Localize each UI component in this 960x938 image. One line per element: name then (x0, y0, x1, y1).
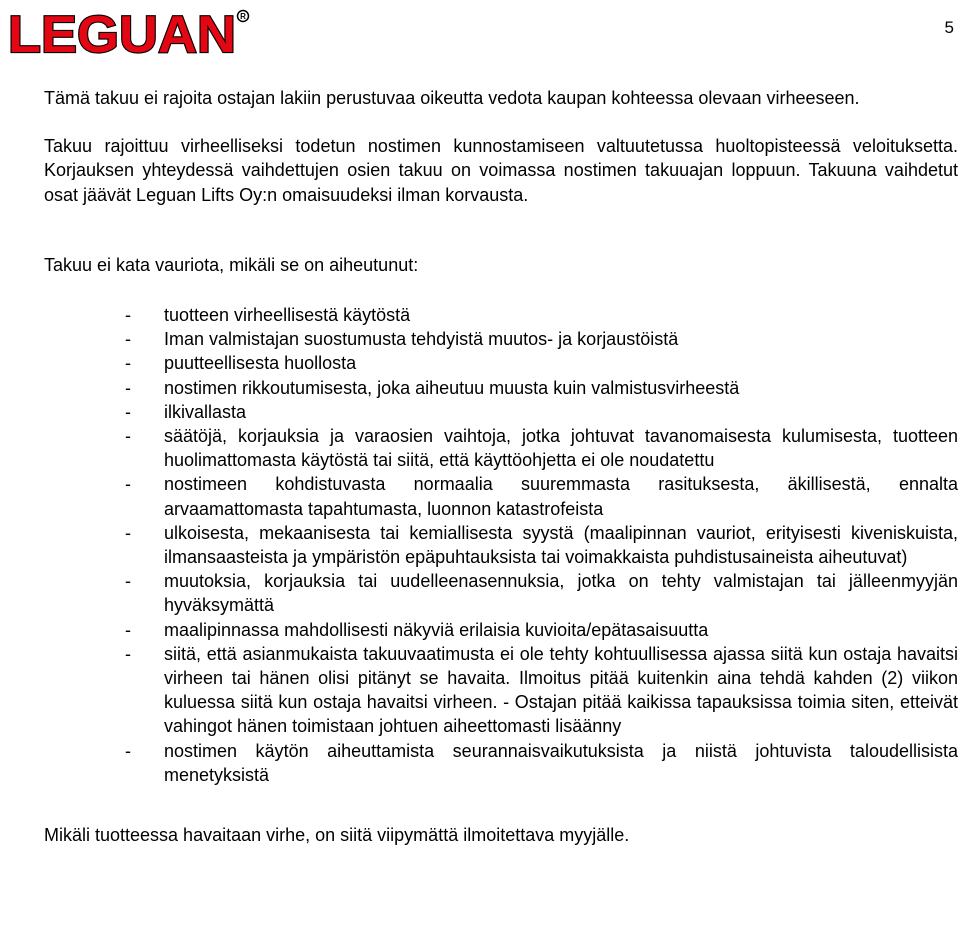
list-item-text: nostimeen kohdistuvasta normaalia suuremmasta rasituksesta, äkillisestä, ennalta arvaamattomasta tapahtumasta, luonnon katastrofeista (164, 474, 958, 519)
page-number: 5 (944, 18, 954, 37)
list-bullet: - (125, 619, 131, 640)
list-item-text: nostimen käytön aiheuttamista seurannaisvaikutuksista ja niistä johtuvista taloudellisista menetyksistä (164, 740, 958, 785)
list-item-text: tuotteen virheellisestä käytöstä (164, 305, 411, 326)
paragraph-warranty-scope: Takuu rajoittuu virheelliseksi todetun nostimen kunnostamiseen valtuutetussa huoltopisteessä veloituksetta. Korjauksen yhteydessä vaihdettujen osien takuu on voimassa nostimen takuuajan loppuun. Takuuna vaihdetut osat jäävät Leguan Lifts Oy:n omaisuudeksi ilman korvausta. (44, 136, 958, 205)
list-bullet: - (125, 305, 131, 326)
list-item-text: maalipinnassa mahdollisesti näkyviä erilaisia kuvioita/epätasaisuutta (164, 619, 709, 640)
list-bullet: - (125, 329, 131, 350)
registered-mark-letter: R (240, 12, 246, 21)
list-item (44, 472, 958, 520)
list-item (44, 739, 958, 787)
list-bullet: - (125, 377, 131, 398)
logo-wordmark: LEGUAN (8, 9, 236, 55)
list-item-text: puutteellisesta huollosta (164, 353, 357, 374)
list-item (44, 424, 958, 472)
list-item-text: muutoksia, korjauksia tai uudelleenasennuksia, jotka on tehty valmistajan tai jälleenmyyjän hyväksymättä (164, 571, 958, 616)
list-item-text: ilkivallasta (164, 401, 247, 422)
list-item (44, 642, 958, 739)
list-item (44, 618, 958, 642)
list-item (44, 521, 958, 569)
list-item-text: säätöjä, korjauksia ja varaosien vaihtoja, jotka johtuvat tavanomaisesta kulumisesta, tuotteen huolimattomasta käytöstä tai siitä, että käyttöohjetta ei ole noudatettu (164, 426, 958, 471)
leguan-logo (8, 9, 250, 55)
list-bullet: - (125, 353, 131, 374)
list-bullet: - (125, 426, 131, 447)
exclusions-list (44, 303, 958, 787)
paragraph-consumer-rights: Tämä takuu ei rajoita ostajan lakiin perustuvaa oikeutta vedota kaupan kohteessa olevaan virheeseen. (44, 88, 860, 108)
list-item-text: siitä, että asianmukaista takuuvaatimusta ei ole tehty kohtuullisessa ajassa siitä kun ostaja havaitsi virheen tai hänen olisi pitänyt se havaita. Ilmoitus pitää kuitenkin aina tehdä kahden (2) viikon kuluessa siitä kun ostaja havaitsi virheen. - Ostajan pitää kaikissa tapauksissa toimia siten, etteivät vahingot hänen toimistaan johtuen aiheettomasti lisäänny (164, 643, 958, 737)
list-item (44, 327, 958, 351)
list-bullet: - (125, 740, 131, 761)
leguan-logo-graphic (8, 9, 250, 55)
exclusions-intro: Takuu ei kata vauriota, mikäli se on aiheutunut: (44, 254, 419, 275)
list-bullet: - (125, 474, 131, 495)
list-bullet: - (125, 571, 131, 592)
list-bullet: - (125, 522, 131, 543)
list-item (44, 569, 958, 617)
list-item (44, 376, 958, 400)
list-item (44, 400, 958, 424)
list-item (44, 351, 958, 375)
list-bullet: - (125, 401, 131, 422)
list-item-text: nostimen rikkoutumisesta, joka aiheutuu muusta kuin valmistusvirheestä (164, 377, 740, 398)
list-item-text: ulkoisesta, mekaanisesta tai kemiallisesta syystä (maalipinnan vauriot, erityisesti kiveniskuista, ilmansaasteista ja ympäristön epäpuhtauksista tai voimakkaista puhdistusaineista aiheutuvat) (164, 522, 958, 568)
list-item (44, 303, 958, 327)
warranty-terms (44, 86, 958, 847)
closing-notice: Mikäli tuotteessa havaitaan virhe, on siitä viipymättä ilmoitettava myyjälle. (44, 825, 630, 846)
list-bullet: - (125, 643, 131, 664)
list-item-text: Iman valmistajan suostumusta tehdyistä muutos- ja korjaustöistä (164, 329, 679, 350)
